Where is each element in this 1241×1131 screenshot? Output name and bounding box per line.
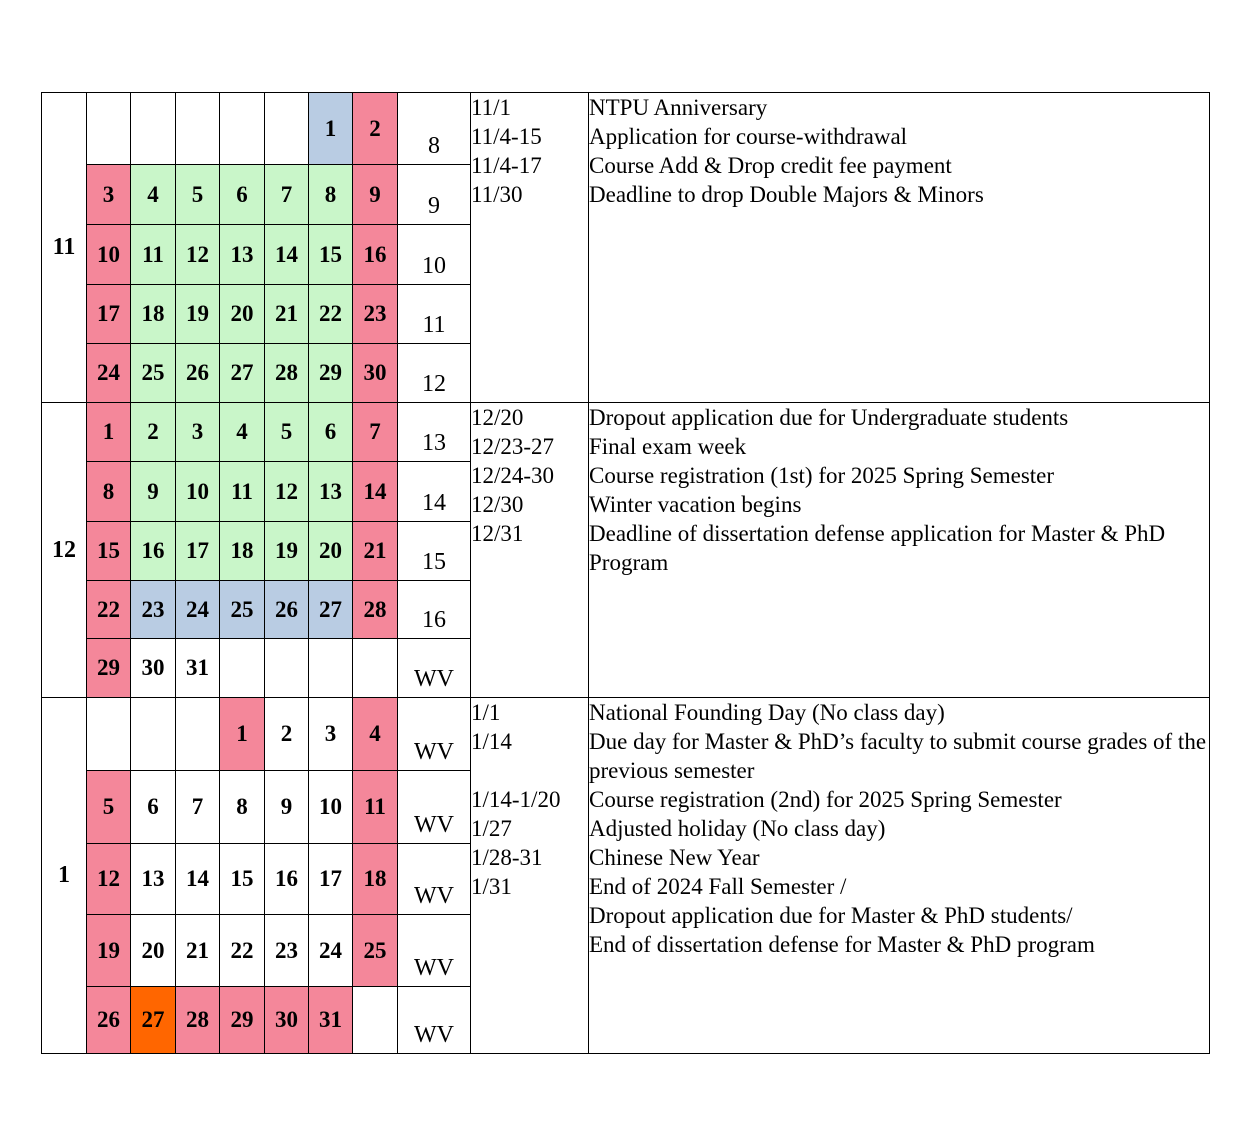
event-text: Dropout application due for Master & PhD students/ (589, 903, 1073, 928)
day-cell: 14 (265, 225, 309, 285)
day-cell: 22 (87, 581, 131, 639)
day-cell: 28 (265, 344, 309, 403)
day-cell: 29 (87, 639, 131, 698)
day-cell: 21 (353, 522, 398, 581)
day-cell: 1 (309, 93, 353, 165)
day-cell: 14 (353, 462, 398, 522)
event-text: Winter vacation begins (589, 492, 802, 517)
week-number: 10 (398, 225, 471, 285)
day-cell: 23 (131, 581, 176, 639)
day-cell (265, 93, 309, 165)
day-cell: 10 (309, 771, 353, 844)
event-date: 12/31 (471, 521, 524, 546)
event-descriptions (589, 403, 1210, 698)
day-cell (353, 639, 398, 698)
week-number: 9 (398, 165, 471, 225)
event-descriptions (589, 698, 1210, 1054)
event-text: End of 2024 Fall Semester / (589, 874, 847, 899)
day-cell: 2 (131, 403, 176, 462)
day-cell: 24 (309, 915, 353, 987)
event-dates (471, 698, 589, 1054)
event-date: 1/31 (471, 874, 512, 899)
day-cell: 21 (265, 285, 309, 344)
day-cell: 13 (309, 462, 353, 522)
day-cell: 17 (309, 844, 353, 915)
day-cell (220, 639, 265, 698)
day-cell: 6 (309, 403, 353, 462)
day-cell: 18 (131, 285, 176, 344)
week-number: 11 (398, 285, 471, 344)
day-cell (220, 93, 265, 165)
event-text: Adjusted holiday (No class day) (589, 816, 886, 841)
week-number: 15 (398, 522, 471, 581)
day-cell: 6 (220, 165, 265, 225)
day-cell: 23 (353, 285, 398, 344)
event-text: Course Add & Drop credit fee payment (589, 153, 952, 178)
day-cell: 8 (220, 771, 265, 844)
day-cell: 12 (265, 462, 309, 522)
day-cell: 1 (220, 698, 265, 771)
event-date (471, 901, 588, 930)
day-cell: 3 (176, 403, 220, 462)
event-date: 12/24-30 (471, 463, 555, 488)
event-text: Final exam week (589, 434, 747, 459)
day-cell: 30 (131, 639, 176, 698)
day-cell: 21 (176, 915, 220, 987)
day-cell: 31 (176, 639, 220, 698)
event-text: Application for course-withdrawal (589, 124, 908, 149)
day-cell: 25 (353, 915, 398, 987)
day-cell: 16 (131, 522, 176, 581)
day-cell: 2 (265, 698, 309, 771)
event-text: National Founding Day (No class day) (589, 700, 945, 725)
day-cell (87, 93, 131, 165)
month-label: 1 (42, 698, 87, 1054)
day-cell (176, 698, 220, 771)
event-date: 1/14 (471, 729, 512, 754)
event-text: Dropout application due for Undergraduate students (589, 405, 1069, 430)
month-label: 11 (42, 93, 87, 403)
day-cell: 30 (353, 344, 398, 403)
day-cell: 4 (220, 403, 265, 462)
day-cell: 5 (265, 403, 309, 462)
day-cell: 16 (353, 225, 398, 285)
day-cell: 10 (176, 462, 220, 522)
event-dates (471, 403, 589, 698)
day-cell: 16 (265, 844, 309, 915)
day-cell: 23 (265, 915, 309, 987)
day-cell: 12 (87, 844, 131, 915)
week-row (42, 698, 1210, 771)
week-number: WV (398, 698, 471, 771)
day-cell (309, 639, 353, 698)
event-date: 1/27 (471, 816, 512, 841)
day-cell: 20 (220, 285, 265, 344)
event-descriptions (589, 93, 1210, 403)
day-cell: 27 (309, 581, 353, 639)
week-number: WV (398, 771, 471, 844)
event-text: Deadline of dissertation defense application for Master & PhD Program (589, 521, 1166, 575)
day-cell: 28 (353, 581, 398, 639)
event-dates (471, 93, 589, 403)
day-cell: 19 (265, 522, 309, 581)
day-cell: 24 (176, 581, 220, 639)
week-number: 13 (398, 403, 471, 462)
day-cell: 4 (131, 165, 176, 225)
day-cell: 17 (176, 522, 220, 581)
day-cell: 29 (220, 987, 265, 1054)
day-cell: 25 (131, 344, 176, 403)
day-cell: 5 (87, 771, 131, 844)
day-cell: 11 (353, 771, 398, 844)
week-number: WV (398, 987, 471, 1054)
week-row (42, 93, 1210, 165)
day-cell (87, 698, 131, 771)
day-cell: 5 (176, 165, 220, 225)
event-date: 1/28-31 (471, 845, 543, 870)
event-date: 12/23-27 (471, 434, 555, 459)
event-date: 12/30 (471, 492, 524, 517)
day-cell: 26 (176, 344, 220, 403)
day-cell: 22 (220, 915, 265, 987)
day-cell: 8 (309, 165, 353, 225)
event-text: NTPU Anniversary (589, 95, 768, 120)
day-cell (176, 93, 220, 165)
event-date: 11/4-15 (471, 124, 542, 149)
week-number: WV (398, 915, 471, 987)
day-cell: 28 (176, 987, 220, 1054)
day-cell: 3 (309, 698, 353, 771)
day-cell: 9 (353, 165, 398, 225)
academic-calendar-table (41, 92, 1210, 1054)
day-cell (131, 698, 176, 771)
day-cell: 18 (353, 844, 398, 915)
day-cell: 25 (220, 581, 265, 639)
day-cell: 15 (220, 844, 265, 915)
day-cell (265, 639, 309, 698)
week-row (42, 403, 1210, 462)
day-cell: 13 (220, 225, 265, 285)
day-cell: 20 (309, 522, 353, 581)
event-text: End of dissertation defense for Master & PhD program (589, 932, 1095, 957)
event-date: 11/30 (471, 182, 523, 207)
week-number: 16 (398, 581, 471, 639)
event-date: 11/4-17 (471, 153, 542, 178)
day-cell: 20 (131, 915, 176, 987)
event-date (471, 930, 588, 959)
day-cell: 4 (353, 698, 398, 771)
day-cell: 31 (309, 987, 353, 1054)
day-cell: 27 (220, 344, 265, 403)
week-number: 12 (398, 344, 471, 403)
event-text: Course registration (1st) for 2025 Spring Semester (589, 463, 1055, 488)
day-cell: 15 (309, 225, 353, 285)
day-cell: 19 (176, 285, 220, 344)
day-cell (131, 93, 176, 165)
day-cell: 27 (131, 987, 176, 1054)
day-cell: 3 (87, 165, 131, 225)
day-cell: 26 (87, 987, 131, 1054)
day-cell: 18 (220, 522, 265, 581)
day-cell: 29 (309, 344, 353, 403)
event-text: Deadline to drop Double Majors & Minors (589, 182, 984, 207)
week-number: 14 (398, 462, 471, 522)
day-cell: 7 (265, 165, 309, 225)
day-cell: 6 (131, 771, 176, 844)
event-text: Course registration (2nd) for 2025 Spring Semester (589, 787, 1062, 812)
day-cell: 30 (265, 987, 309, 1054)
day-cell: 17 (87, 285, 131, 344)
day-cell (353, 987, 398, 1054)
day-cell: 19 (87, 915, 131, 987)
day-cell: 13 (131, 844, 176, 915)
day-cell: 8 (87, 462, 131, 522)
week-number: WV (398, 639, 471, 698)
day-cell: 10 (87, 225, 131, 285)
day-cell: 22 (309, 285, 353, 344)
day-cell: 7 (176, 771, 220, 844)
event-date: 1/1 (471, 700, 501, 725)
day-cell: 1 (87, 403, 131, 462)
event-text: Due day for Master & PhD’s faculty to submit course grades of the previous semester (589, 729, 1207, 783)
event-date: 11/1 (471, 95, 512, 120)
event-date: 12/20 (471, 405, 524, 430)
day-cell: 9 (131, 462, 176, 522)
week-number: 8 (398, 93, 471, 165)
day-cell: 7 (353, 403, 398, 462)
event-text: Chinese New Year (589, 845, 760, 870)
day-cell: 24 (87, 344, 131, 403)
day-cell: 11 (131, 225, 176, 285)
day-cell: 12 (176, 225, 220, 285)
day-cell: 2 (353, 93, 398, 165)
month-label: 12 (42, 403, 87, 698)
day-cell: 15 (87, 522, 131, 581)
event-date: 1/14-1/20 (471, 787, 561, 812)
day-cell: 9 (265, 771, 309, 844)
day-cell: 26 (265, 581, 309, 639)
day-cell: 11 (220, 462, 265, 522)
week-number: WV (398, 844, 471, 915)
day-cell: 14 (176, 844, 220, 915)
